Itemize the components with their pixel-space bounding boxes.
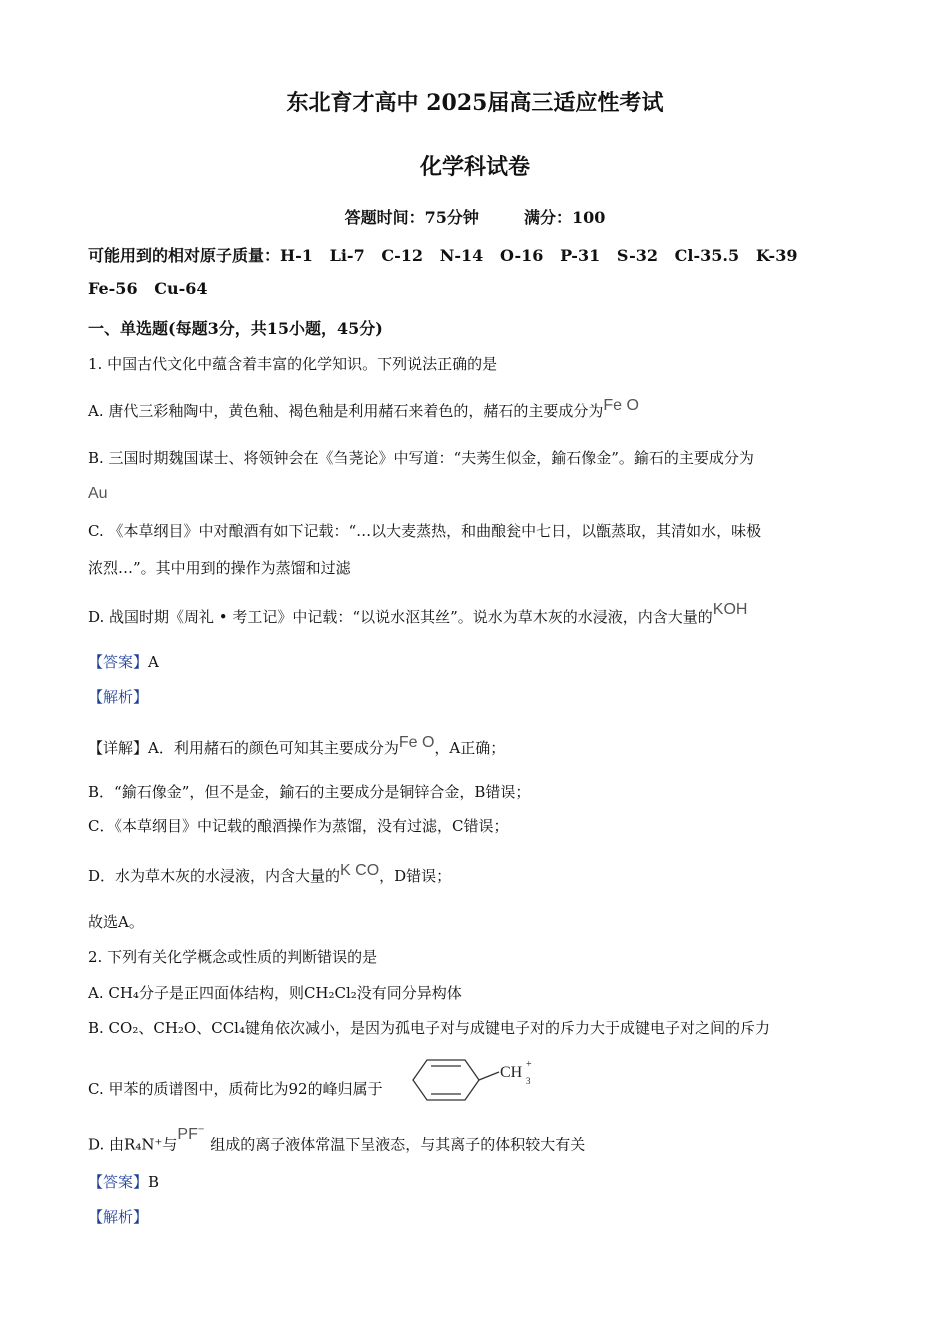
atomic-masses-line1: 可能用到的相对原子质量：H-1 Li-7 C-12 N-14 O-16 P-31 S-32 Cl-35.5 K-39 [88, 246, 798, 265]
q1-option-b-formula-text: Au [88, 485, 108, 502]
atomic-masses-line2: Fe-56 Cu-64 [88, 279, 208, 298]
q1-option-a-formula: Fe O [603, 397, 639, 414]
answer-value: A [148, 653, 159, 671]
q1-conclusion: 故选A。 [88, 913, 144, 931]
section-title: 一、单选题(每题3分，共15小题，45分) [88, 319, 383, 338]
answer-value: B [148, 1173, 160, 1191]
q1-option-c-line2: 浓烈…”。其中用到的操作为蒸馏和过滤 [88, 559, 351, 577]
q1-option-d [88, 601, 747, 627]
q2-stem: 2. 下列有关化学概念或性质的判断错误的是 [88, 948, 378, 966]
q1-detail-a-text: A．利用赭石的颜色可知其主要成分为 [148, 739, 399, 757]
answer-tag: 【答案】 [88, 653, 149, 671]
methyl-label: CH [500, 1064, 523, 1081]
q1-detail-d-tail: ，D错误； [379, 867, 452, 885]
q1-detail-a-formula: Fe O [398, 734, 435, 751]
methyl-subscript: 3 [526, 1076, 531, 1086]
q1-detail-c: C．《本草纲目》中记载的酿酒操作为蒸馏，没有过滤，C错误； [88, 817, 509, 835]
subject-title: 化学科试卷 [419, 154, 530, 180]
q1-analysis-tag: 【解析】 [88, 688, 149, 706]
exam-meta [0, 205, 950, 228]
q2-option-d-post: 组成的离子液体常温下呈液态，与其离子的体积较大有关 [210, 1135, 586, 1154]
q1-option-a [88, 397, 639, 421]
q1-stem: 1. 中国古代文化中蕴含着丰富的化学知识。下列说法正确的是 [88, 355, 498, 373]
q1-option-b-formula [88, 484, 108, 503]
q2-analysis-tag: 【解析】 [88, 1208, 149, 1226]
q1-option-d-formula: KOH [712, 601, 748, 618]
q1-answer [88, 651, 159, 672]
q2-option-c-text: C. 甲苯的质谱图中，质荷比为92的峰归属于 [88, 1080, 383, 1098]
toluene-ring-icon [403, 1058, 535, 1102]
pf-charge: − [197, 1124, 205, 1136]
q2-option-d-pre: D. 由R₄N⁺与 [88, 1135, 178, 1154]
pf-formula: PF [177, 1126, 198, 1144]
q2-answer [88, 1171, 159, 1192]
q1-option-a-text: A. 唐代三彩釉陶中，黄色釉、褐色釉是利用赭石来着色的，赭石的主要成分为 [88, 402, 604, 420]
full-score: 满分：100 [524, 208, 606, 227]
answer-tag: 【答案】 [88, 1173, 149, 1191]
q2-option-a: A. CH₄分子是正四面体结构，则CH₂Cl₂没有同分异构体 [88, 984, 462, 1002]
exam-title: 东北育才高中 2025届高三适应性考试 [286, 90, 664, 116]
q1-detail-d [88, 862, 451, 886]
q2-option-d-formula [177, 1126, 204, 1143]
time-limit: 答题时间：75分钟 [344, 208, 479, 227]
q1-option-d-text: D. 战国时期《周礼 • 考工记》中记载：“以说水沤其丝”。说水为草木灰的水浸液，内含大量的 [88, 608, 713, 626]
q1-detail-d-text: D．水为草木灰的水浸液，内含大量的 [88, 867, 341, 885]
detail-tag: 【详解】 [88, 739, 149, 757]
q1-detail-b: B．“鍮石像金”，但不是金，鍮石的主要成分是铜锌合金，B错误； [88, 783, 531, 801]
q1-option-c-line1: C. 《本草纲目》中对酿酒有如下记载：“…以大麦蒸热，和曲酿瓮中七日，以甑蒸取，其清如水，味极 [88, 522, 762, 540]
q1-detail-a [88, 734, 505, 758]
q1-detail-a-tail: ，A正确； [434, 739, 506, 757]
q2-option-d [88, 1124, 585, 1154]
q2-option-c [88, 1058, 535, 1102]
q2-option-b: B. CO₂、CH₂O、CCl₄键角依次减小，是因为孤电子对与成键电子对的斥力大于成键电子对之间的斥力 [88, 1019, 770, 1037]
methyl-charge: + [526, 1059, 532, 1070]
q1-detail-d-formula: K CO [340, 862, 380, 879]
q1-option-b: B. 三国时期魏国谋士、将领钟会在《刍荛论》中写道：“夫莠生似金，鍮石像金”。鍮石的主要成分为 [88, 449, 754, 467]
